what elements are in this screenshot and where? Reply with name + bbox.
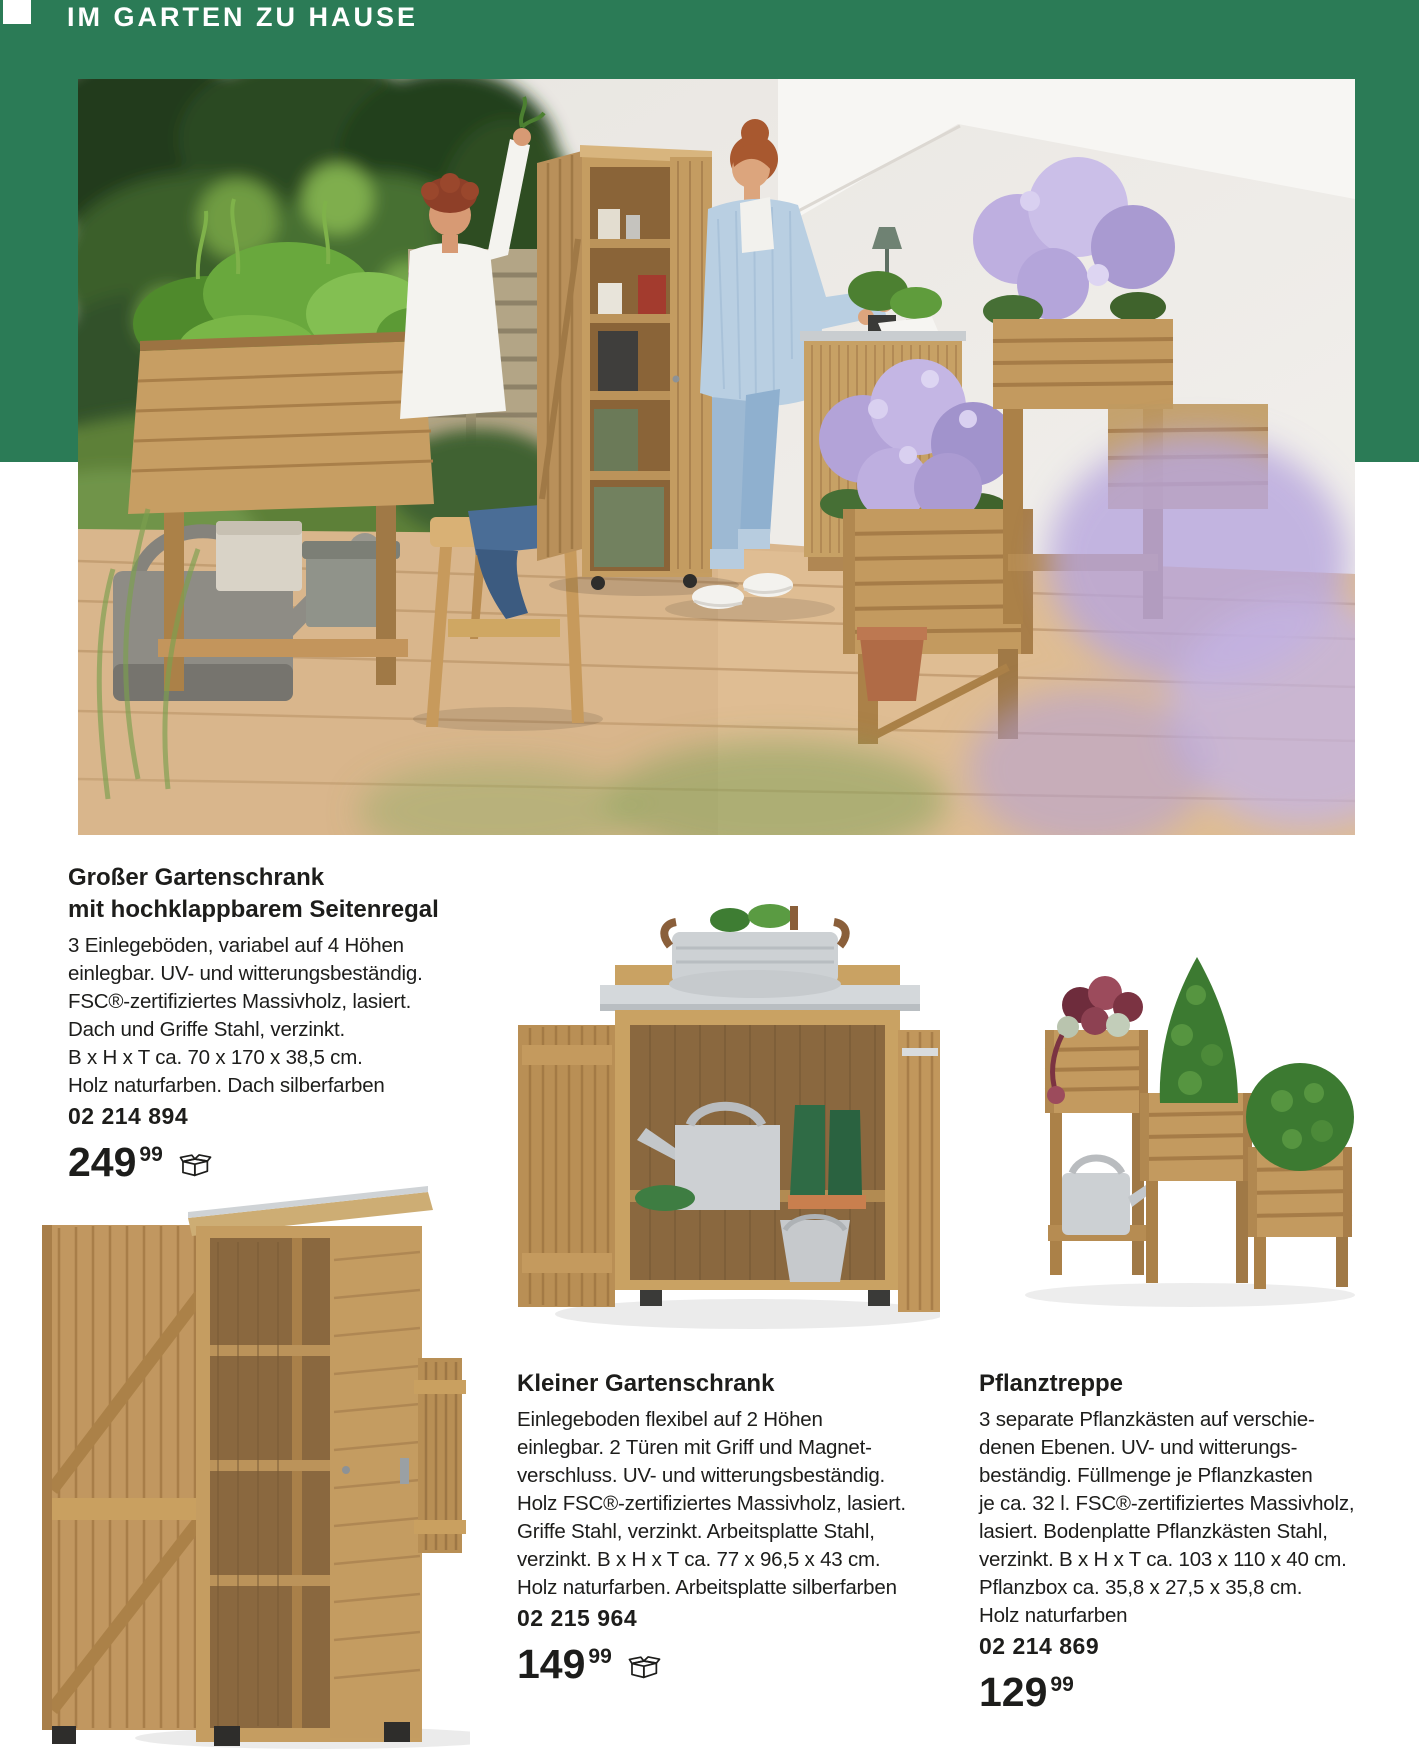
text-line: lasiert. Bodenplatte Pflanzkästen Stahl, (979, 1520, 1328, 1543)
text-line: denen Ebenen. UV- und witterungs- (979, 1436, 1298, 1459)
product-description (68, 932, 468, 1100)
price-cents: 99 (1050, 1673, 1074, 1696)
kleiner-gartenschrank-photo (450, 890, 940, 1340)
grosser-gartenschrank-illustration (0, 1130, 470, 1749)
price-euros: 129 (979, 1669, 1048, 1715)
page-title: IM GARTEN ZU HAUSE (67, 2, 418, 32)
text-line: Pflanzbox ca. 35,8 x 27,5 x 35,8 cm. (979, 1576, 1303, 1599)
package-icon (627, 1651, 662, 1680)
text-line: Holz FSC®-zertifiziertes Massivholz, lasiert. (517, 1492, 906, 1515)
text-line: Holz naturfarben (979, 1604, 1128, 1627)
text-line: Einlegeboden flexibel auf 2 Höhen (517, 1408, 823, 1431)
product-description (979, 1406, 1409, 1630)
text-line: Holz naturfarben. Arbeitsplatte silberfarben (517, 1576, 897, 1599)
text-line: Kleiner Gartenschrank (517, 1370, 775, 1397)
price-cents: 99 (588, 1645, 612, 1668)
text-line: einlegbar. 2 Türen mit Griff und Magnet- (517, 1436, 872, 1459)
text-line: verschluss. UV- und witterungsbeständig. (517, 1464, 886, 1487)
hero-photo-illustration (78, 79, 1355, 835)
text-line: Holz naturfarben. Dach silberfarben (68, 1074, 385, 1097)
article-number: 02 214 894 (68, 1103, 189, 1129)
grosser-gartenschrank-photo (0, 1130, 470, 1749)
text-line: 3 separate Pflanzkästen auf verschie- (979, 1408, 1315, 1431)
text-line: 3 Einlegeböden, variabel auf 4 Höhen (68, 934, 404, 957)
text-line: verzinkt. B x H x T ca. 77 x 96,5 x 43 cm. (517, 1548, 881, 1571)
product-pflanztreppe (979, 1368, 1409, 1715)
price-cents: 99 (139, 1143, 163, 1166)
text-line: beständig. Füllmenge je Pflanzkasten (979, 1464, 1313, 1487)
article-number: 02 214 869 (979, 1633, 1100, 1659)
pflanztreppe-illustration (1000, 935, 1365, 1335)
price-euros: 249 (68, 1139, 137, 1185)
hero-photo (78, 79, 1355, 835)
text-line: B x H x T ca. 70 x 170 x 38,5 cm. (68, 1046, 363, 1069)
text-line: mit hochklappbarem Seitenregal (68, 896, 439, 923)
product-title (68, 862, 468, 926)
product-title (979, 1368, 1409, 1400)
price (517, 1641, 977, 1687)
text-line: einlegbar. UV- und witterungsbeständig. (68, 962, 423, 985)
terracotta-pot (857, 627, 927, 701)
corner-mark (3, 0, 31, 24)
price (979, 1669, 1409, 1715)
article-number: 02 215 964 (517, 1605, 638, 1631)
text-line: Großer Gartenschrank (68, 864, 325, 891)
text-line: Dach und Griffe Stahl, verzinkt. (68, 1018, 345, 1041)
text-line: je ca. 32 l. FSC®-zertifiziertes Massivholz, (979, 1492, 1355, 1515)
product-kleiner-gartenschrank (517, 1368, 977, 1687)
product-title (517, 1368, 977, 1400)
text-line: Pflanztreppe (979, 1370, 1124, 1397)
text-line: FSC®-zertifiziertes Massivholz, lasiert. (68, 990, 412, 1013)
price-euros: 149 (517, 1641, 586, 1687)
product-description (517, 1406, 977, 1602)
text-line: Griffe Stahl, verzinkt. Arbeitsplatte Stahl, (517, 1520, 875, 1543)
pflanztreppe-photo (1000, 935, 1365, 1335)
text-line: verzinkt. B x H x T ca. 103 x 110 x 40 cm. (979, 1548, 1347, 1571)
kleiner-gartenschrank-illustration (450, 890, 940, 1340)
